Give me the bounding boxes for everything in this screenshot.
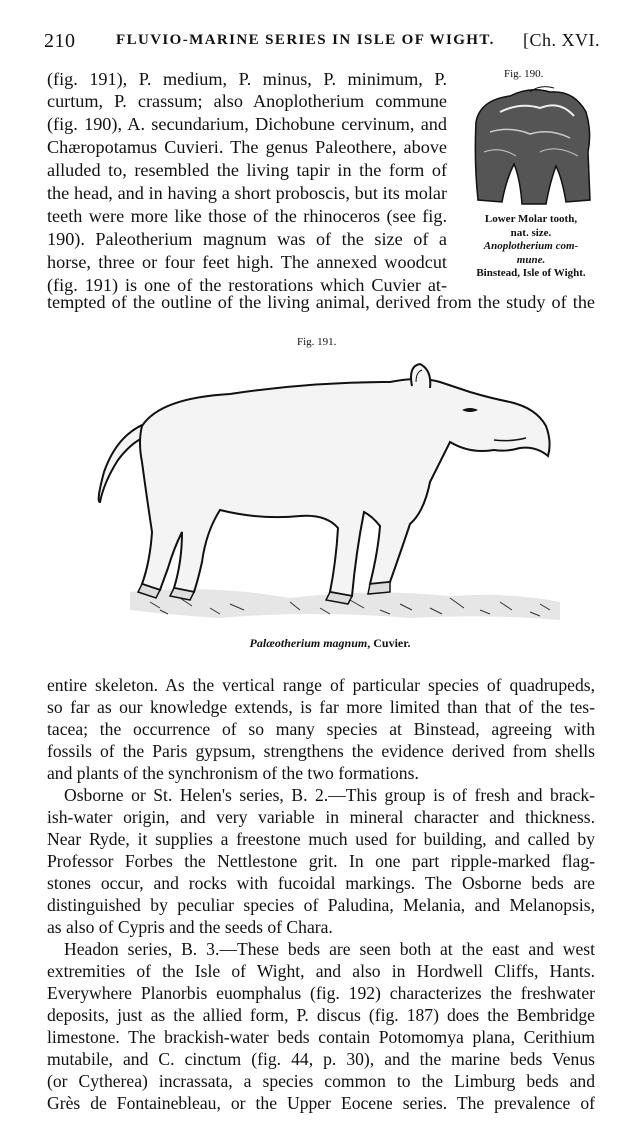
chapter-marker: [Ch. XVI. — [523, 30, 600, 50]
text-line: and plants of the synchronism of the two formations. — [47, 763, 419, 783]
text-line: curtum, P. crassum; also Anoplotherium commune — [47, 91, 447, 111]
caption-species: mune. — [516, 253, 546, 266]
text-line: Headon series, B. 3.—These beds are seen both at the east and west — [64, 939, 595, 959]
caption-line: Binstead, Isle of Wight. — [476, 267, 586, 279]
running-title: FLUVIO-MARINE SERIES IN ISLE OF WIGHT. — [116, 32, 495, 48]
text-line: entire skeleton. As the vertical range of particular species of quadrupeds, — [47, 675, 595, 695]
text-line: Professor Forbes the Nettlestone grit. In one part ripple-marked flag- — [47, 851, 595, 871]
text-line: fossils of the Paris gypsum, strengthens the evidence derived from shells — [47, 741, 595, 761]
text-line: 190). Paleotherium magnum was of the size of a — [47, 229, 447, 249]
text-line: Chæropotamus Cuvieri. The genus Paleothere, above — [47, 137, 447, 157]
text-line: alluded to, resembled the living tapir in the form of — [47, 160, 447, 180]
text-line: distinguished by peculiar species of Paludina, Melania, and Melanopsis, — [47, 895, 595, 915]
figure-191-caption — [200, 636, 460, 651]
caption-species: Anoplotherium com- — [483, 240, 579, 252]
text-line: (fig. 190), A. secundarium, Dichobune cervinum, and — [47, 114, 447, 134]
text-line: limestone. The brackish-water beds contain Potomomya plana, Cerithium — [47, 1027, 595, 1047]
paleotherium-illustration — [90, 352, 570, 630]
caption-line — [460, 254, 602, 268]
caption-species: Palæotherium magnum — [249, 636, 368, 650]
caption-line — [460, 240, 602, 254]
text-line: mutabile, and C. cinctum (fig. 44, p. 30), and the marine beds Venus — [47, 1049, 595, 1069]
text-line: tempted of the outline of the living animal, derived from the study of the — [47, 292, 595, 312]
text-line: so far as our knowledge extends, is far more limited than that of the tes- — [47, 697, 595, 717]
text-line: as also of Cypris and the seeds of Chara. — [47, 917, 333, 937]
text-line: (fig. 191) is one of the restorations which Cuvier at- — [47, 275, 447, 295]
text-line: horse, three or four feet high. The annexed woodcut — [47, 252, 447, 272]
text-line: stones occur, and rocks with fucoidal markings. The Osborne beds are — [47, 873, 595, 893]
text-line: Osborne or St. Helen's series, B. 2.—This group is of fresh and brack- — [64, 785, 595, 805]
figure-191-label: Fig. 191. — [297, 336, 337, 348]
molar-tooth-illustration — [470, 82, 594, 207]
figure-190-label: Fig. 190. — [504, 68, 544, 80]
text-line: (or Cytherea) incrassata, a species common to the Limburg beds and — [47, 1071, 595, 1091]
page-number: 210 — [44, 30, 76, 52]
running-head — [44, 30, 600, 60]
text-line: (fig. 191), P. medium, P. minus, P. minimum, P. — [47, 69, 447, 89]
text-line: extremities of the Isle of Wight, and also in Hordwell Cliffs, Hants. — [47, 961, 595, 981]
caption-author: , Cuvier. — [367, 636, 411, 650]
text-line: deposits, just as the allied form, P. discus (fig. 187) does the Bembridge — [47, 1005, 595, 1025]
text-line: Grès de Fontainebleau, or the Upper Eocene series. The prevalence of — [47, 1093, 595, 1113]
caption-line: nat. size. — [510, 226, 552, 239]
text-line: Everywhere Planorbis euomphalus (fig. 192) characterizes the freshwater — [47, 983, 595, 1003]
text-line: ish-water origin, and very variable in mineral character and thickness. — [47, 807, 595, 827]
text-line: the head, and in having a short proboscis, but its molar — [47, 183, 447, 203]
text-line: tacea; the occurrence of so many species at Binstead, agreeing with — [47, 719, 595, 739]
figure-190-caption — [460, 213, 602, 281]
text-line: teeth were more like those of the rhinoceros (see fig. — [47, 206, 447, 226]
text-line: Near Ryde, it supplies a freestone much used for building, and called by — [47, 829, 595, 849]
caption-line: Lower Molar tooth, — [484, 213, 578, 225]
